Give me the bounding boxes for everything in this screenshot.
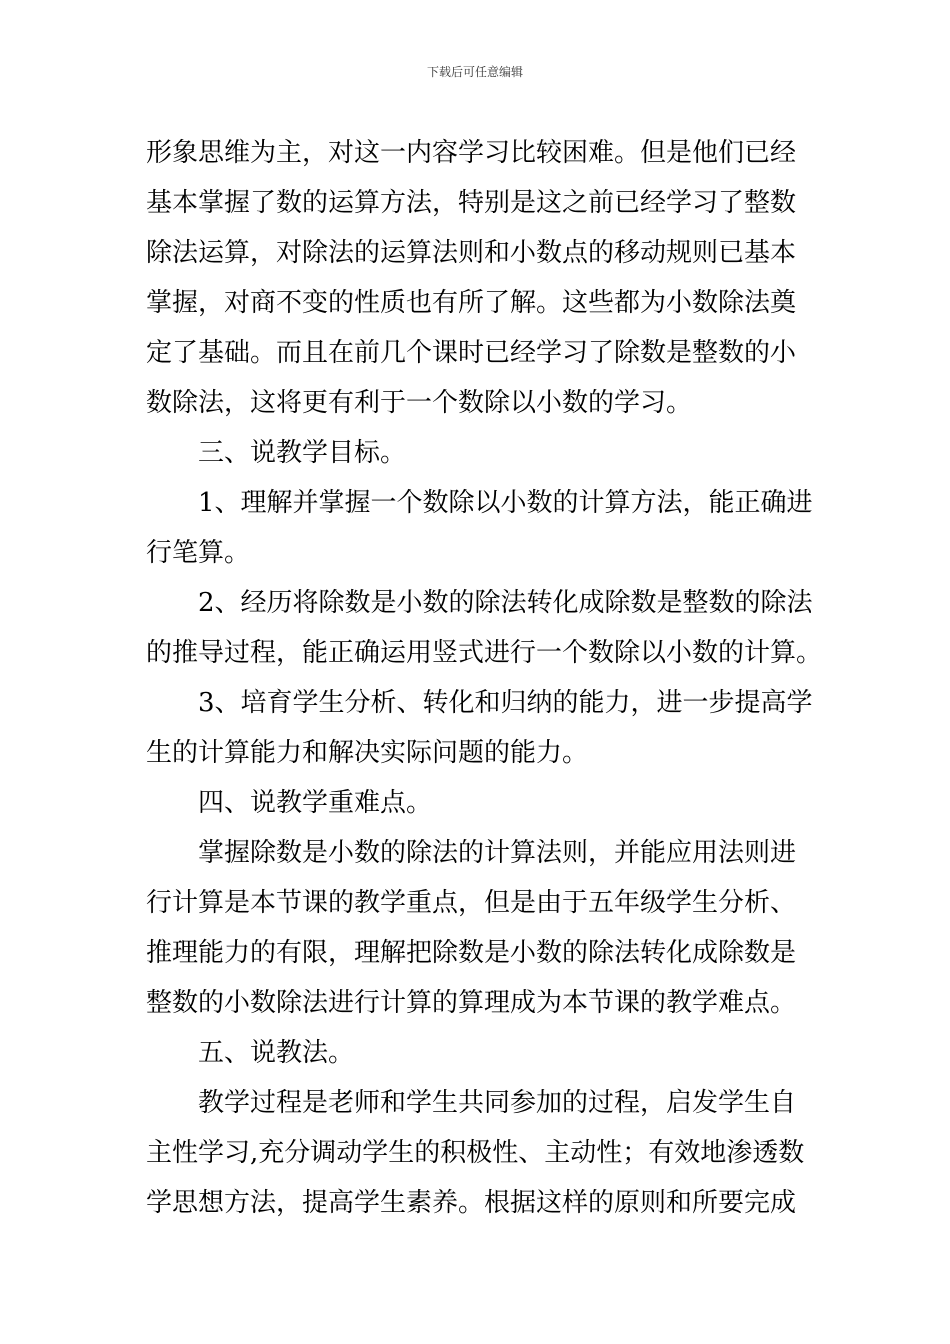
- text-line: 3、培育学生分析、转化和归纳的能力，进一步提高学: [198, 688, 813, 718]
- text-line: 教学过程是老师和学生共同参加的过程，启发学生自: [198, 1088, 797, 1118]
- text-line: 行笔算。: [146, 538, 251, 568]
- section-heading-key-points: [146, 778, 810, 828]
- heading-line: 五、说教法。: [198, 1038, 355, 1068]
- text-line: 定了基础。而且在前几个课时已经学习了除数是整数的小: [146, 338, 797, 368]
- text-line: 行计算是本节课的教学重点，但是由于五年级学生分析、: [146, 888, 797, 918]
- text-line: 除法运算，对除法的运算法则和小数点的移动规则已基本: [146, 238, 797, 268]
- text-line: 掌握除数是小数的除法的计算法则，并能应用法则进: [198, 838, 797, 868]
- objective-1: [146, 478, 813, 578]
- text-line: 推理能力的有限，理解把除数是小数的除法转化成除数是: [146, 938, 797, 968]
- text-line: 1、理解并掌握一个数除以小数的计算方法，能正确进: [198, 488, 813, 518]
- text-line: 基本掌握了数的运算方法，特别是这之前已经学习了整数: [146, 188, 797, 218]
- text-line: 生的计算能力和解决实际问题的能力。: [146, 738, 589, 768]
- heading-line: 三、说教学目标。: [198, 438, 407, 468]
- text-line: 数除法，这将更有利于一个数除以小数的学习。: [146, 388, 693, 418]
- text-line: 形象思维为主，对这一内容学习比较困难。但是他们已经: [146, 138, 797, 168]
- text-line: 的推导过程，能正确运用竖式进行一个数除以小数的计算。: [146, 638, 823, 668]
- paragraph-student-analysis: [146, 128, 810, 428]
- text-line: 2、经历将除数是小数的除法转化成除数是整数的除法: [198, 588, 813, 618]
- text-line: 掌握，对商不变的性质也有所了解。这些都为小数除法奠: [146, 288, 797, 318]
- text-line: 学思想方法，提高学生素养。根据这样的原则和所要完成: [146, 1188, 797, 1218]
- section-heading-objectives: [146, 428, 810, 478]
- paragraph-key-points: [146, 828, 810, 1028]
- paragraph-teaching-method: [146, 1078, 810, 1228]
- section-heading-teaching-method: [146, 1028, 810, 1078]
- objective-3: [146, 678, 813, 778]
- text-line: 主性学习,充分调动学生的积极性、主动性；有效地渗透数: [146, 1138, 805, 1168]
- text-line: 整数的小数除法进行计算的算理成为本节课的教学难点。: [146, 988, 797, 1018]
- page-header: 下载后可任意编辑: [426, 65, 523, 79]
- document-body: [146, 128, 823, 1228]
- objective-2: [146, 578, 823, 678]
- heading-line: 四、说教学重难点。: [198, 788, 433, 818]
